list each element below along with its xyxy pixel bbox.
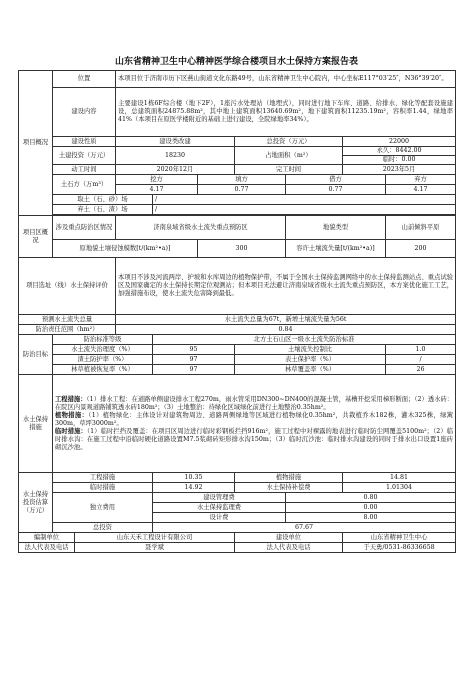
report-table [18,70,456,553]
responsibility-label: 防治责任范围（hm²） [19,325,116,335]
investment-temporary-label: 临时措施 [53,483,153,493]
start-value: 2020年12月 [116,165,235,175]
builder-label: 建设单位 [235,533,343,543]
investment-label: 水土保持投资估算（万元） [19,473,53,533]
total-investment-label: 总投资（万元） [235,137,343,147]
earthwork-value-cut: 4.17 [116,185,198,195]
compiler-legal-value: 聂学斌 [75,543,235,553]
landform-value: 山前倾斜平原 [386,216,456,240]
overview-section-label: 项目概况 [19,71,53,216]
responsibility-value: 0.84 [116,325,456,335]
earthwork-value-fill: 0.77 [198,185,286,195]
region-section-label: 项目区概况 [19,216,53,258]
earthwork-value-borrow: 0.77 [286,185,386,195]
compiler-value: 山东天禾工程设计有限公司 [75,533,235,543]
design-fee-value: 8.00 [286,513,456,523]
landform-label: 地貌类型 [286,216,386,240]
end-label: 完工时间 [235,165,343,175]
zone-value: 济南泉域省级水土流失重点预防区 [116,216,286,240]
target-vegetation-coverage-label: 林草覆盖率（%） [235,365,386,375]
nature-label: 建设性质 [53,137,116,147]
design-fee-label: 设计费 [153,513,286,523]
prediction-label: 预测水土流失总量 [19,315,116,325]
spoil-site-label: 弃土（石、渣）场 [53,205,153,215]
location-value: 本项目位于济南市历下区燕山街道文化东路49号，山东省精神卫生中心院内，中心坐标E117°03′25″，N36°39′20″。 [116,71,456,88]
investment-engineering-label: 工程措施 [53,473,153,483]
compiler-legal-label: 法人代表及电话 [19,543,75,553]
location-label: 位置 [53,71,116,88]
independent-cost-label: 独立费用 [53,493,153,523]
standard-label: 防治标准等级 [53,335,153,345]
earthwork-header-borrow: 借方 [286,175,386,185]
plant-measures-text: （1）植物绿化：主体设计对建筑物周边、道路两侧绿地等区域进行植物绿化0.35hm²，共栽植乔木182株，灌木325株，绿篱300m，草坪3000m²。 [55,411,454,427]
target-topsoil-protection-label: 表土保护率（%） [235,355,386,365]
investment-compensation-label: 水土保持补偿费 [235,483,343,493]
content-value: 主要建设1栋6F综合楼（地下2F），1座污水处理站（地埋式），同时进行地下车库、道路、给排水、绿化等配套设施建设，总建筑面积24875.88m²，其中地上建筑面积13640.69m²，地下建筑面积11235.19m²，容积率1.44，绿地率41%（本项目在原医学楼附近的基础上进行建设，全院绿地率34%）。 [116,88,456,137]
report-page [18,56,455,553]
earthwork-header-cut: 挖方 [116,175,198,185]
plant-measures-title: 植物措施： [55,411,89,419]
report-title: 山东省精神卫生中心精神医学综合楼项目水土保持方案报告表 [114,57,358,67]
investment-temporary-value: 14.92 [153,483,235,493]
earthwork-value-spoil: 4.17 [386,185,456,195]
builder-value: 山东省精神卫生中心 [343,533,456,543]
standard-value: 北方土石山区一级水土流失防治标准 [153,335,456,345]
erosion-background-value: 300 [198,240,286,258]
civil-investment-label: 土建投资（万元） [53,147,116,165]
measures-text [53,375,456,473]
civil-investment-value: 18230 [116,147,235,165]
builder-legal-value: 于天勇/0531-86336658 [343,543,456,553]
engineering-measures-title: 工程措施： [55,395,87,403]
end-value: 2023年5月 [343,165,456,175]
target-loss-ratio-value: 1.0 [386,345,456,355]
measures-label: 水土保持措施 [19,375,53,473]
target-control-degree-value: 95 [153,345,235,355]
erosion-background-label: 原地貌土壤侵蚀模数[t/(km²•a)] [53,240,198,258]
investment-plant-label: 植物措施 [235,473,343,483]
site-evaluation-label: 项目选址（线）水土保持评价 [19,258,116,315]
borrow-site-value: / [153,195,456,205]
target-control-degree-label: 水土流失治理度（%） [53,345,153,355]
area-permanent: 永久：8442.00 [343,147,456,156]
total-investment-sum-label: 总投资 [53,523,153,533]
allowable-loss-label: 容许土壤流失量[t/(km²•a)] [286,240,386,258]
target-topsoil-protection-value: / [386,355,456,365]
zone-label: 涉及重点防治区情况 [53,216,116,240]
prediction-value: 水土流失总量为67t，新增土壤流失量为56t [116,315,456,325]
target-vegetation-recovery-value: 97 [153,365,235,375]
targets-section-label: 防治目标 [19,335,53,375]
compiler-label: 编制单位 [19,533,75,543]
target-vegetation-coverage-value: 26 [386,365,456,375]
investment-plant-value: 14.81 [343,473,456,483]
management-fee-label: 建设管理费 [153,493,286,503]
total-investment-value: 22000 [343,137,456,147]
builder-legal-label: 法人代表及电话 [235,543,343,553]
target-spoil-protection-label: 渣土防护率（%） [53,355,153,365]
investment-engineering-value: 10.35 [153,473,235,483]
allowable-loss-value: 200 [386,240,456,258]
area-temporary: 临时：0.00 [343,156,456,165]
area-label: 占地面积（m²） [235,147,343,165]
target-vegetation-recovery-label: 林草植被恢复率（%） [53,365,153,375]
earthwork-header-fill: 填方 [198,175,286,185]
supervision-fee-value: 0.00 [286,503,456,513]
start-label: 动工时间 [53,165,116,175]
target-loss-ratio-label: 土壤流失控制比 [235,345,386,355]
borrow-site-label: 取土（石、砂）场 [53,195,153,205]
earthwork-header-spoil: 弃方 [386,175,456,185]
spoil-site-value: / [153,205,456,215]
investment-compensation-value: 1.01304 [343,483,456,493]
total-investment-sum-value: 67.67 [153,523,456,533]
temporary-measures-text: （1）临时拦挡及覆盖：在项目区周边进行临时彩钢板拦挡916m²，施工过程中对裸露的地表进行临时防尘网覆盖5100m²；（2）临时排水沟：在施工过程中沿临时硬化道路设置M7.5浆砌砖矩形排水沟150m；（3）临时沉沙池：临时排水沟建设的同时于排水出口设置1座砖砌沉沙池。 [55,427,454,451]
target-spoil-protection-value: 97 [153,355,235,365]
earthwork-label: 土石方（万m³） [53,175,116,195]
content-label: 建设内容 [53,88,116,137]
nature-value: 建设类改建 [116,137,235,147]
temporary-measures-title: 临时措施： [55,427,87,435]
management-fee-value: 0.80 [286,493,456,503]
engineering-measures-text: （1）排水工程：在道路单侧建设排水工程270m，雨水管采用DN300~DN400的混凝土管，基槽开挖采用梯形断面；（2）透水砖：在院区内景观道路铺筑透水砖180m²；（3）土地整治：待绿化区域绿化前进行土地整治0.35hm²。 [55,395,454,411]
site-evaluation-text: 本项目不涉及河流两岸、护坡和水库周边的植物保护带，不属于全国水土保持监测网络中的水土保持监测站点、重点试验区及国家确定的水土保持长期定位观测站；但本项目无法避让济南泉域省级水土流失重点预防区，本方案优化施工工艺，加强措施布设，使水土流失危害降到最低。 [116,258,456,315]
supervision-fee-label: 水土保持监理费 [153,503,286,513]
